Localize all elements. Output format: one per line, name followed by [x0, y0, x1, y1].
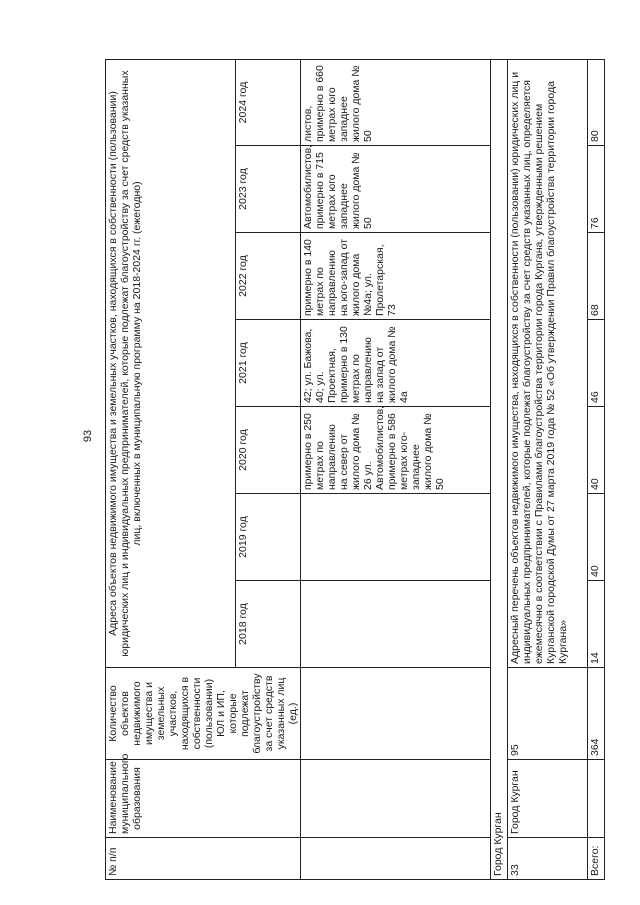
cell-2021-addresses: 42; ул. Бажова, 40; ул. Проектная, примерно в 130 метрах по направлению на запад от жилого дома № 4а — [301, 320, 491, 407]
total-count: 364 — [588, 668, 605, 760]
total-row — [588, 59, 605, 879]
cell-2020-addresses: примерно в 250 метрах по направлению на север от жилого дома № 26 ул. Автомобилистов, примерно в 586 метрах юго-западнее жилого дома № 50 — [301, 407, 491, 494]
row-note: Адресный перечень объектов недвижимого имущества, находящихся в собственности (пользовании) юридических лиц и индивидуальных предпринимателей, которые подлежат благоустройству за счет средств указанных лиц, определяется ежемесячно в соответствии с Правилами благоустройства территории города Кургана, утвержденными решением Курганской городской Думы от 27 марта 2019 года № 52 «Об утверждении Правил благоустройства территории города Кургана» — [508, 59, 588, 667]
cell-2023-addresses: Автомобилистов, примерно в 715 метрах юго западнее жилого дома № 50 — [301, 146, 491, 233]
header-num: № п/п — [106, 838, 301, 880]
table-row-continued — [301, 59, 491, 879]
header-count: Количество объектов недвижимого имущества и земельных участков, находящихся в собственности (пользовании) ЮЛ и ИП, которые подлежат благоустройству за счет средств указанных лиц (ед.) — [106, 668, 301, 760]
cell-empty — [301, 581, 491, 668]
total-2024: 80 — [588, 59, 605, 145]
cell-empty — [301, 838, 491, 880]
total-2018: 14 — [588, 581, 605, 668]
row-name: Город Курган — [508, 760, 588, 838]
header-name: Наименование муниципального образования — [106, 760, 301, 838]
row-num: 33 — [508, 838, 588, 880]
total-2021: 46 — [588, 320, 605, 407]
section-row — [491, 59, 508, 879]
cell-empty — [588, 760, 605, 838]
table-row — [508, 59, 588, 879]
header-year-2020: 2020 год — [236, 407, 301, 494]
header-year-2018: 2018 год — [236, 581, 301, 668]
rotated-table-wrapper — [105, 60, 601, 880]
cell-empty — [301, 760, 491, 838]
total-2023: 76 — [588, 146, 605, 233]
header-year-2022: 2022 год — [236, 233, 301, 320]
total-label: Всего: — [588, 838, 605, 880]
objects-table — [105, 59, 605, 880]
total-2019: 40 — [588, 494, 605, 581]
section-label: Город Курган — [491, 59, 508, 879]
page-number: 93 — [82, 429, 94, 443]
cell-2024-addresses: листов, примерно в 660 метрах юго западнее жилого дома № 50 — [301, 59, 491, 145]
total-2022: 68 — [588, 233, 605, 320]
header-year-2019: 2019 год — [236, 494, 301, 581]
total-2020: 40 — [588, 407, 605, 494]
header-year-2021: 2021 год — [236, 320, 301, 407]
header-addresses: Адреса объектов недвижимого имущества и земельных участков, находящихся в собственности (пользовании) юридических лиц и индивидуальных предпринимателей, которые подлежат благоустройству за счет средств указанных лиц, включенных в муниципальную программу на 2018-2024 гг. (ежегодно) — [106, 59, 236, 667]
cell-empty — [301, 668, 491, 760]
header-year-2023: 2023 год — [236, 146, 301, 233]
header-year-2024: 2024 год — [236, 59, 301, 145]
row-count: 95 — [508, 668, 588, 760]
cell-2022-addresses: примерно в 140 метрах по направлению на юго-запад от жилого дома №4а; ул. Пролетарская, 73 — [301, 233, 491, 320]
cell-empty — [301, 494, 491, 581]
